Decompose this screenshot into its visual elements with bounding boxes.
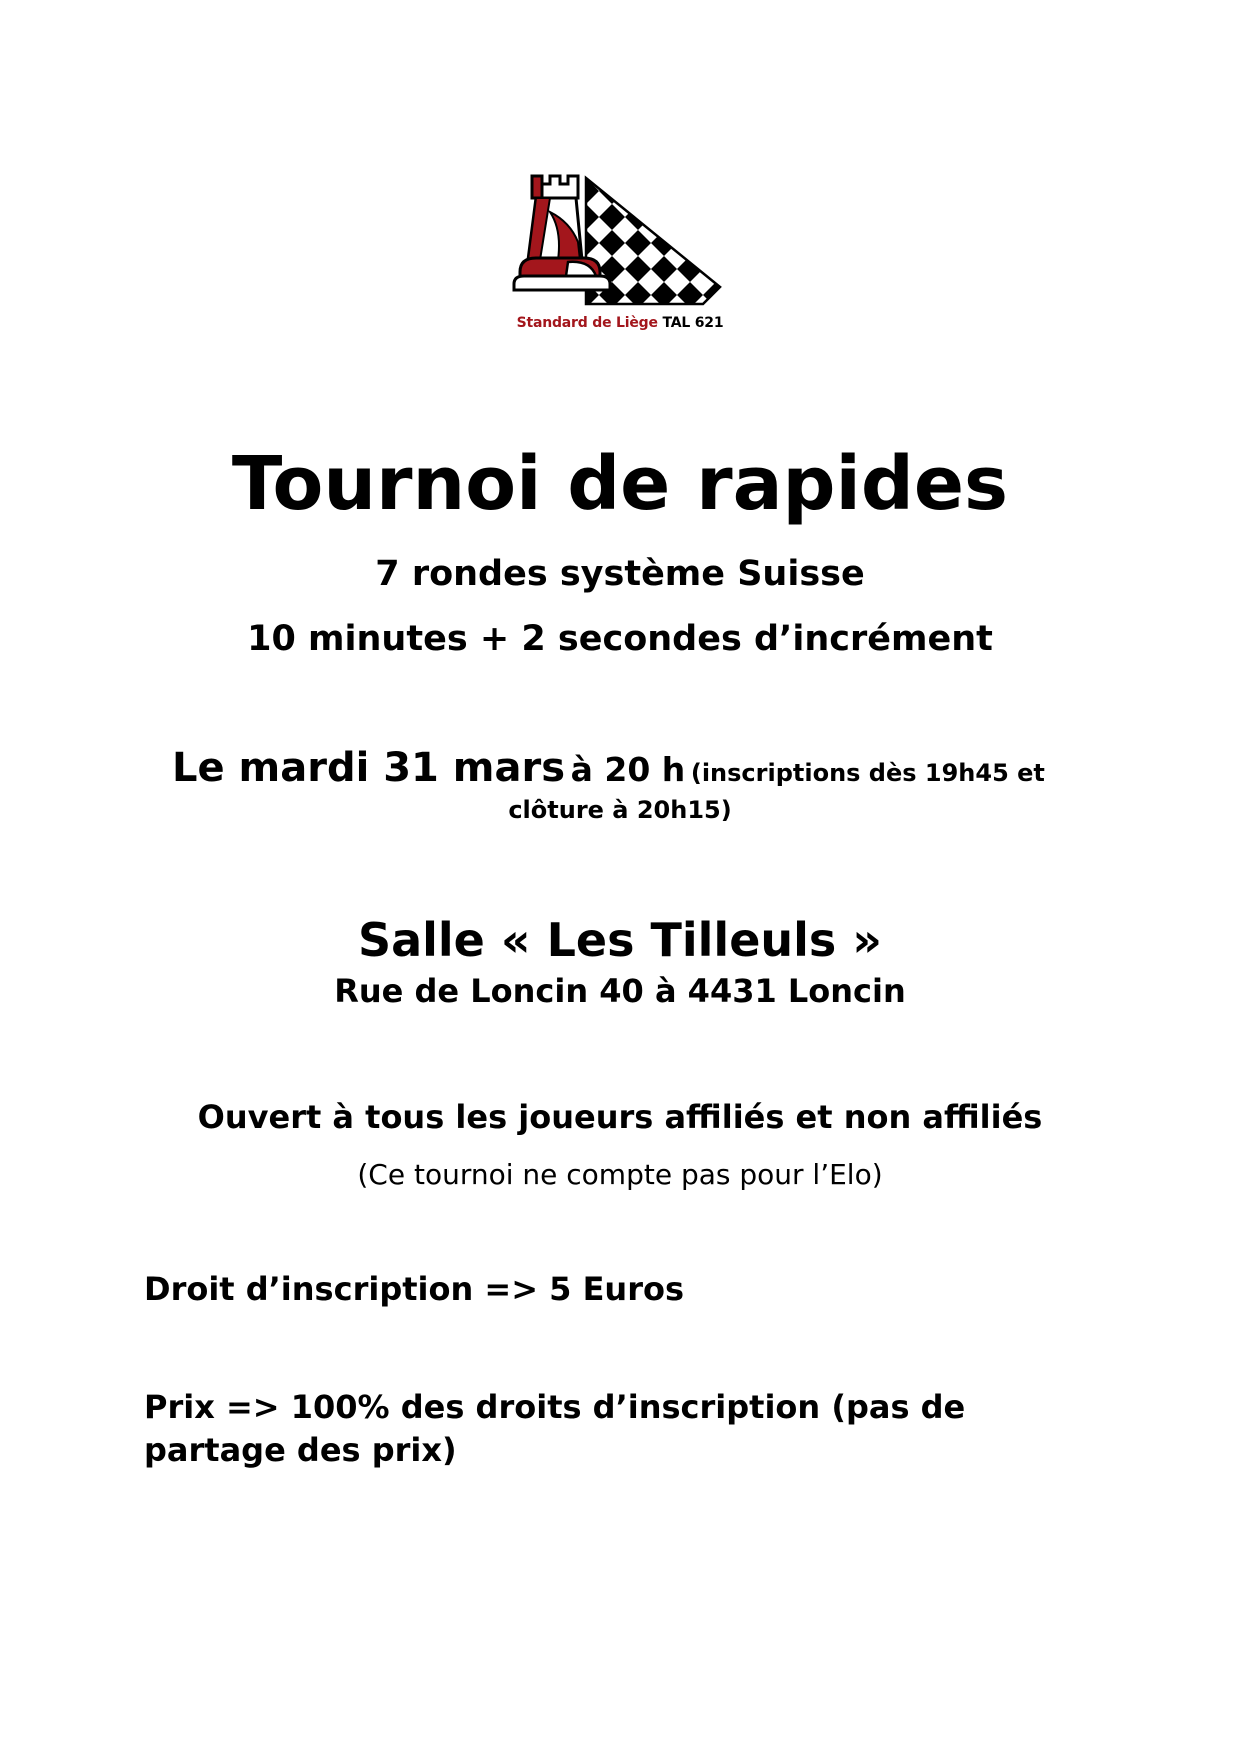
board-square <box>599 172 625 178</box>
board-square <box>729 282 730 307</box>
date-note-continued: clôture à 20h15) <box>508 796 732 824</box>
board-square <box>625 230 651 256</box>
board-square <box>703 256 729 282</box>
board-square <box>651 204 677 230</box>
board-square <box>703 282 729 307</box>
venue-address: Rue de Loncin 40 à 4431 Loncin <box>334 972 906 1010</box>
date-day: Le mardi 31 mars <box>172 745 566 791</box>
elo-note: (Ce tournoi ne compte pas pour l’Elo) <box>357 1158 883 1191</box>
board-square <box>651 256 677 282</box>
board-square <box>625 256 651 282</box>
date-line <box>172 742 1072 794</box>
date-time: à 20 h <box>570 750 686 789</box>
board-square <box>510 204 521 230</box>
board-square <box>625 178 651 204</box>
tournament-format: 7 rondes système Suisse <box>375 554 865 594</box>
page-title: Tournoi de rapides <box>231 441 1009 527</box>
logo-club-name: Standard de Liège <box>516 315 658 331</box>
eligibility: Ouvert à tous les joueurs affiliés et non affiliés <box>197 1098 1043 1136</box>
logo-club-code: TAL 621 <box>662 315 724 331</box>
logo-caption <box>510 315 730 331</box>
board-square <box>599 230 625 256</box>
entry-fee: Droit d’inscription => 5 Euros <box>144 1270 685 1308</box>
prize-info: Prix => 100% des droits d’inscription (pas de partage des prix) <box>144 1388 966 1469</box>
board-square <box>510 230 521 256</box>
time-control: 10 minutes + 2 secondes d’incrément <box>247 619 993 659</box>
board-square <box>677 230 703 256</box>
venue-name: Salle « Les Tilleuls » <box>357 913 883 967</box>
date-note: (inscriptions dès 19h45 et <box>690 759 1045 787</box>
chess-rook-on-board-icon <box>510 172 730 307</box>
club-logo <box>510 172 730 332</box>
